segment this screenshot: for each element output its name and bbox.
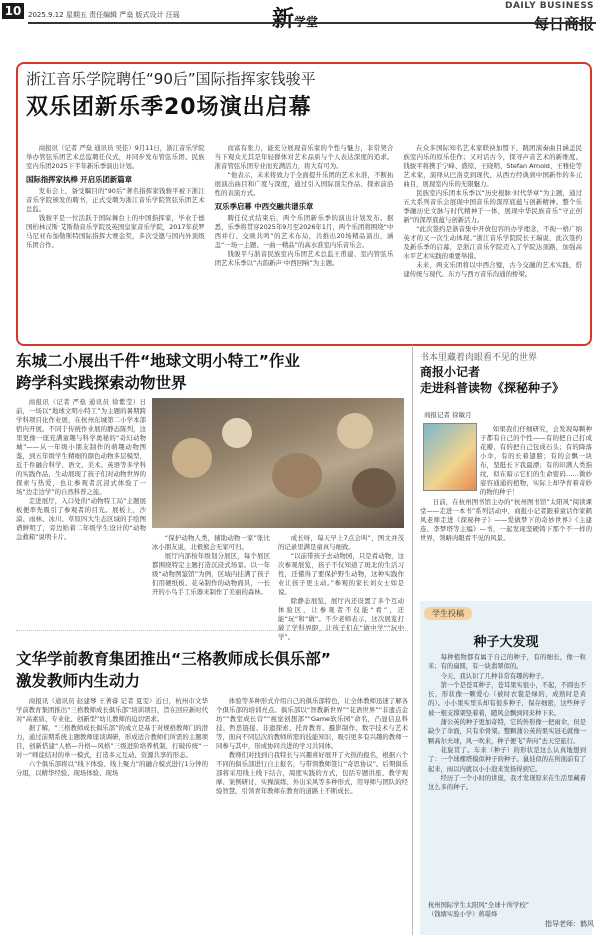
paragraph: 未来，两支乐团将以中西合璧，古今交融的艺术实践，搭建传统与现代、东方与西方音乐沟通的桥梁。 xyxy=(403,261,583,278)
paragraph: “他表示，未来将致力于全面提升乐团的艺术水准，不断拓展演出曲目和广度与深度，通过引入国际顶尖作品、探索前沿性的表演方式。 xyxy=(214,171,394,197)
paragraph: 日前，在杭州图书馆主办的“杭州图书馆”太阳风“阅读课堂——走进一本书”系列活动中，商报小记者跟着童话作家鹤风老师走进《探秘种子》——爱做梦下的奇妙世界》《主建连、李梦塔等主编》—书，一起发现坚硬铸下那个不一样的世界，领略肉眼看不见的风景。 xyxy=(420,498,592,542)
lead-col-1 xyxy=(26,144,205,340)
header-rule xyxy=(28,22,596,24)
article3-title-2: 激发教师内生动力 xyxy=(16,672,141,690)
paragraph: 聘任仪式结束后，两个乐团新乐季的演出计划发布。据悉，乐季将贯穿2025年9月至2026年1月，两个乐团将围绕“中西并行、交映共鸣”的艺术布局，共推出20场精品演出，涵盖“一场一主题、一曲一精品”的高水准室内乐音乐会。 xyxy=(214,214,394,249)
article2-col-d xyxy=(278,534,404,641)
lead-body xyxy=(26,144,582,340)
paragraph: 成长呀，每天早上7点会叫”，图文并茂的记录里满是童真与细致。 xyxy=(278,534,404,551)
section-small: 学堂 xyxy=(294,15,319,29)
sidebar-text-2 xyxy=(420,498,592,598)
sidebar-byline: 商报记者 徐敏月 xyxy=(424,411,472,419)
submission-title: 种子大发现 xyxy=(473,635,539,650)
paragraph: 在众多国际知名艺术家联袂加盟下，跳团演奏曲目涵盖民族室内乐的原乐佳作；又对话古今，探寻声音艺术的新维度。钱骏平将携手宁峰、盛原、王晓明、Stefan Arnold、王雅伦等艺术家，演绎从巴洛克到现代、从西方经典到中国新作的多元曲目，展现室内乐的无限魅力。 xyxy=(403,144,583,188)
article2-col-a xyxy=(16,398,146,626)
paragraph: “保护动物人类，辅助动物一家”张比冰小朋友说，北极熊会无家可归。 xyxy=(152,534,270,551)
paragraph: 今天，我认识了几种非常有趣的种子。 xyxy=(440,672,548,680)
paragraph: 除静态展览，展厅内还设置了多个互动体验区，让参观者不仅能“看”，还能“玩”和“做”。不少老师表示，这次展览打破了学科界限，让孩子们在“做中学”“玩中学”。 xyxy=(278,597,404,641)
paragraph: 蒲公英的种子更加奇特，它的外形像一把雨伞，但是缺少了伞面，只有伞骨架。整颗蒲公英的果实冠毛就像一颗高尔夫球，风一吹来，种子便飞“奔向”去天空旅行。 xyxy=(428,719,586,745)
page-number: 10 xyxy=(2,3,24,19)
exhibition-photo xyxy=(152,398,404,528)
section-big: 新 xyxy=(272,6,295,32)
submission-signature xyxy=(428,901,586,919)
editor-note: 指导老师：鹤风 xyxy=(545,920,594,928)
paragraph: 第一个是苍耳种子，苍耳果实很小，不起，不圆也不长，形状像一颗爱心（被时衣裳是绿的，成熟时是黄的）。小小果实里头却有很多种子，保存细密，这些种子被一根支撑架竖着着，随风会飘到同来种下来。 xyxy=(428,681,586,717)
paragraph: 经历了一个小时的讲座，我才发现原来在生活里藏着这么多的种子。 xyxy=(428,774,586,792)
paragraph: 钱骏平是一位活跃于国际舞台上的中国指挥家，毕业于德国柏林汉斯·艾斯勒音乐学院及英国皇家音乐学院，2017年获罗马尼亚布加勒斯特国际指挥大赛金奖，多次受邀与国内外顶级乐团合作。 xyxy=(26,214,205,249)
sidebar-title-2: 走进科普读物《探秘种子》 xyxy=(420,381,565,395)
submission-body xyxy=(428,653,586,905)
paragraph: 商报讯（记者 严燊 通讯员 吴佳）9月11日，浙江音乐学院举办管弦乐团艺术总监聘任仪式，并同步发布管弦乐团、民族室内乐团2025下半年新乐季演出计划。 xyxy=(26,144,205,170)
paragraph: 每种植物都有属于自己的种子，有的细长，像一粒米；有的扁圆，有一块翡翠似的。 xyxy=(428,654,586,671)
section-title xyxy=(272,2,318,33)
lead-title: 双乐团新乐季20场演出启幕 xyxy=(26,95,312,120)
subheading: 双乐季启幕 中西交融共谱乐章 xyxy=(214,202,314,211)
article2-col-c xyxy=(152,534,270,626)
article3-body xyxy=(16,697,408,935)
paragraph: 走进展厅，入口处的“动物特工局”主题展板便率先吸引了参观者的目光。展板上，沙漠、雨林、冰川、草原四大生态区域的手绘图谱鲜明了，旁边贴着二年级学生设计的“动物急救箱”说明卡片。 xyxy=(16,497,146,541)
paragraph: 商报讯（通讯员 赵建琴 王著睿 记者 夏雯）近日，杭州市文华学前教育集团推出“三格教师成长俱乐部”培训项目，旨在回应新时代对“高素质、专业化、创新型”幼儿教师的迫切需求。 xyxy=(16,697,208,723)
paragraph: 民族室内乐团本乐季以“历史根脉·时代华章”为主题，通过五大系列音乐会展现中国音乐的深厚底蕴与创新精神。整个乐季融历史文脉与时代精神于一体，展现中华民族音乐“守正创新”的深厚底蕴与创新活力。 xyxy=(403,189,583,224)
signature-line-2: （钱塘实验小学）蒋璟烽 xyxy=(428,911,498,918)
lead-col-3 xyxy=(403,144,582,340)
section-divider xyxy=(16,630,408,631)
article2-title-2: 跨学科实践探索动物世界 xyxy=(16,374,187,392)
brand-en: DAILY BUSINESS xyxy=(504,1,594,11)
column-divider xyxy=(412,345,413,935)
signature-line-1: 杭州国际学生太阳风“全球十所学校” xyxy=(428,902,529,909)
student-submission-box xyxy=(420,601,592,935)
lead-subtitle: 浙江音乐学院聘任“90后”国际指挥家钱骏平 xyxy=(26,70,316,88)
paragraph: “此次签约是浙音集中开放包容的办学理念，不拘一格广纳英才的又一次生动体现。”浙江音乐学院院长王瑞说，此次签约及新乐季的启幕，是浙江音乐学院迈入了学院达顶路，加强高水平艺术实践的重要举措。 xyxy=(403,225,583,260)
paragraph: 发布会上，备受瞩目的“90后”著名指挥家钱骏平被下浙江音乐学院颁发的聘书，正式受聘为浙江音乐学院管弦乐团艺术总监。 xyxy=(26,187,205,213)
brand-cn: 每日商报 xyxy=(533,15,594,33)
lead-col-2 xyxy=(215,144,394,340)
submission-tag: 学生投稿 xyxy=(424,607,472,620)
lead-article xyxy=(16,62,592,346)
paragraph: 体验等多种形式介绍自己的俱乐部特色，让全体教师迅速了解各个俱乐部的培训亮点。俱乐部以“智教新世界”“花语世界”“非遗点金坊”“教室成长营”“视觉创想部”“Game软乐园”命名，凸显信息科技、哲思链接、非遗探索、托育教育、摄影制作、数字技术与艺术等，面向不同层次的教师所需的技能知识，吸引更多有兴趣的教师一同参与其中，形成协同共进的学习共同体。 xyxy=(216,697,408,750)
article3-col-1 xyxy=(16,697,208,935)
paragraph: 如果我们仔细研究，会发现每颗种子都有自己的个性——有的把自己打成花瓣，有的把自己包成石头；有的降落小伞，有的长着翅膀；有的会飘一块布，坚挺长下我最漂；有的印满人类指纹，似在暗示它们的生命密码……微妙姿容通通的植物，实际上却孕育着奇妙的物的种子！ xyxy=(480,425,592,496)
subheading: 国际指挥家执棒 开启乐团新篇章 xyxy=(26,175,133,184)
paragraph: 展厅内部按年级划分展区，每个展区都围绕特定主题打造沉浸式场景。以一年级“动物图鉴馆”为例，区域内挂满了孩子们用硬纸板、花朵制作的动物面具，一长开的小鸟手工乐器来制作了美丽的森林。 xyxy=(152,552,270,596)
paragraph: “以前带孩子去动物园，只是看动物，这次参观展览，孩子不仅知道了斑北的生活习性，还懂得了要保护野生动物，这种实践作业让孩子更主动。”参观的家长刘女士如是说。 xyxy=(278,552,404,596)
paragraph: 商报讯（记者 严燊 通讯员 徐紫莹）日前，一场以“地球文明小特工”为主题的暑期跨学科项目化作业展，在杭州东城第二小学本部宿内开展。不同于传统作业展的静态陈列，这里更像一座充满童趣与科学奥秘的“奇幻动物城”——从一年级小朋友制作的萌趣动物图鉴，到五年级学生精细的颜色动物多层模型，近千件融合科学、语文、美术、英语等多学科的实践作品，生动展现了孩子们对动物世界的探索与热爱，也让参观者沉浸式体验了一场“边走边学”的自然科普之旅。 xyxy=(16,398,146,496)
page-header xyxy=(0,0,600,42)
header-info: 2025.9.12 星期五 责任编辑 严燊 版式设计 汪瑶 xyxy=(28,11,180,19)
paragraph: 花旋贯了。车来（种子）的形状是这么认真地想到了：一个球棵塔模似种子的种子。鼠娃似的在所面前有了起来，雨以内就以小小泡来发扬得到它。 xyxy=(428,746,586,773)
paragraph: 据了解，“三格教师成长俱乐部”的成立是基于对规格教师门的潜力，通过前期系统主题教师座谈调研，形成适合教师们所需的主题项目，创新搭建“人格—升格—风格”三级进阶培养机制，打破传统“一对一”师徒结对的单一模式，打造多元互动、资源共享的形态。 xyxy=(16,724,208,759)
paragraph: 而富有张力，能充分展现音乐家的个性与魅力，非常契合当下观众尤其是年轻群体对艺术品质与个人表达深度的追求。浙音管弦乐团专业而充满活力，将大有可为。 xyxy=(214,144,394,170)
paragraph: 六个俱乐部将以“线下体验、线上聚力”的融合模式进行1分钟的分组，以精华经验、现场体验、现场 xyxy=(16,760,208,777)
sidebar-title-1: 商报小记者 xyxy=(420,365,481,379)
book-cover-image xyxy=(423,423,477,491)
article2-title-1: 东城二小展出千件“地球文明小特工”作业 xyxy=(16,352,300,370)
article3-title-1: 文华学前教育集团推出“三格教师成长俱乐部” xyxy=(16,650,331,668)
paragraph: 教师们对找到自我特长与兴趣喜好展开了火热的报名，根据六个不同的俱乐部进行自主报名，与带领教师签订“奇思协议”。后期俱乐部将采用线上线下结合，周度实践的方式，包括专题讲座、教学观摩、案例研讨、实操演练、外出采风等多种形式，用导师与团队的经验智慧，引领青年教师在教育的道路上不断成长。 xyxy=(216,751,408,795)
article3-col-2 xyxy=(216,697,408,935)
sidebar-kicker: 书本里藏着肉眼看不见的世界 xyxy=(420,353,538,363)
paragraph: 钱骏平与浙音民族室内乐团艺术总监王甫建、室内管弦乐团艺术乐季以“古韵新声·中西回响”为主题。 xyxy=(214,250,394,267)
